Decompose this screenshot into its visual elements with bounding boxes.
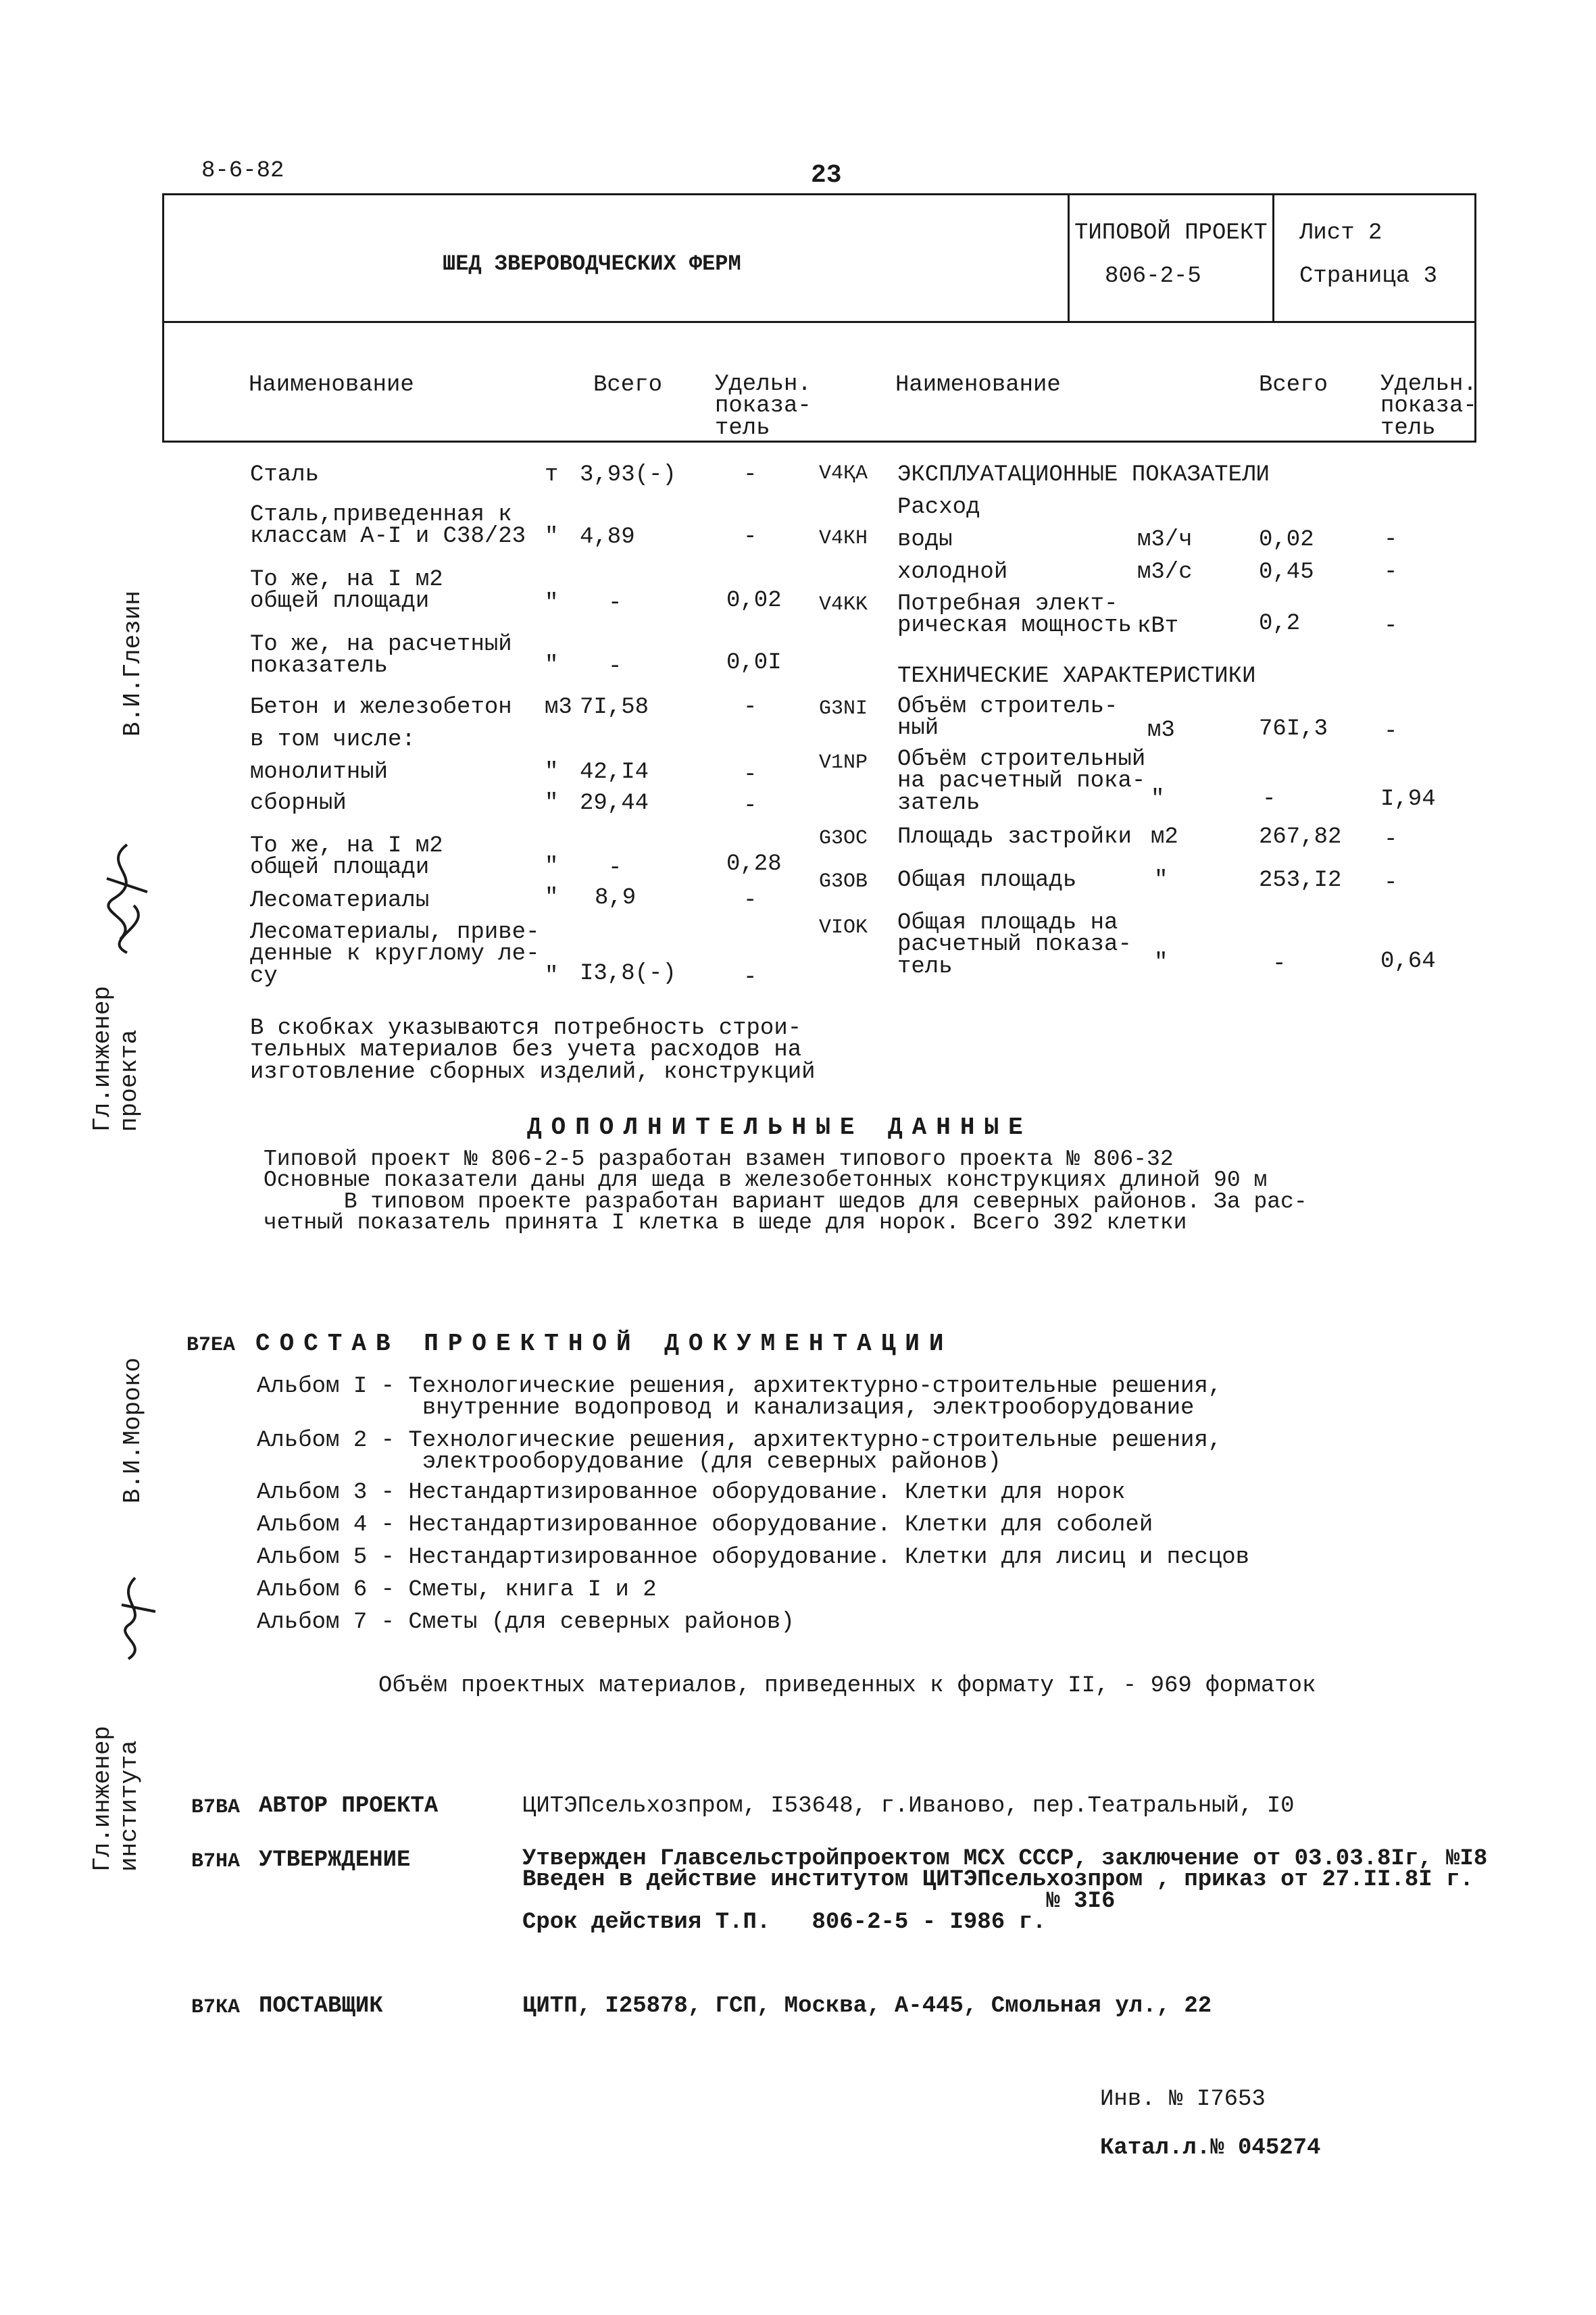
- left-row-total: -: [608, 855, 622, 881]
- right-row-specific: -: [1384, 870, 1398, 896]
- project-label: ТИПОВОЙ ПРОЕКТ: [1074, 220, 1268, 246]
- right-row-specific: -: [1384, 614, 1398, 639]
- info-value: Утвержден Главсельстройпроектом МСХ СССР, заключение от 03.03.8Iг, №I8 Введен в действие институтом ЦИТЭПсельхозпром , приказ от 27.II.8I г. № 3I6 Срок действия Т.П. 806-2-5 - I986 г.: [522, 1846, 1488, 1935]
- header-box: [162, 193, 1476, 323]
- left-row-unit: ": [545, 964, 559, 989]
- right-row-specific: -: [1384, 827, 1398, 853]
- left-row-total: I3,8(-): [580, 961, 676, 987]
- left-row-specific: 0,0I: [726, 650, 782, 676]
- right-row-specific: -: [1384, 559, 1398, 585]
- col-name-left: Наименование: [249, 372, 414, 398]
- left-row-specific: -: [743, 524, 757, 550]
- right-row-unit: ": [1154, 868, 1168, 893]
- signature-2: [101, 1571, 169, 1666]
- right-row-total: 0,02: [1259, 527, 1314, 553]
- left-row-total: 7I,58: [580, 695, 649, 720]
- docs-volume: Объём проектных материалов, приведенных к формату II, - 969 форматок: [378, 1673, 1316, 1699]
- margin-role-1: Гл.инженер проекта: [89, 985, 143, 1132]
- additional-data-title: ДОПОЛНИТЕЛЬНЫЕ ДАННЫЕ: [527, 1114, 1032, 1141]
- row-code: V4КН: [819, 527, 868, 550]
- left-row-unit: ": [545, 760, 559, 785]
- info-code: В7НА: [191, 1850, 241, 1873]
- right-row-name: Расход: [897, 495, 980, 520]
- col-specific-left: Удельн. показа- тель: [715, 372, 812, 441]
- left-row-name: Сталь: [250, 462, 320, 488]
- sheet-number: Лист 2: [1299, 220, 1382, 246]
- col-total-left: Всего: [593, 372, 663, 398]
- left-row-unit: т: [545, 462, 559, 488]
- left-row-name: То же, на расчетный показатель: [250, 632, 512, 680]
- page-label: Страница 3: [1299, 264, 1438, 289]
- docs-title: СОСТАВ ПРОЕКТНОЙ ДОКУМЕНТАЦИИ: [255, 1330, 953, 1358]
- info-label: УТВЕРЖДЕНИЕ: [259, 1847, 411, 1873]
- right-row-specific: I,94: [1380, 787, 1436, 812]
- header-date: 8-6-82: [201, 158, 284, 184]
- catalog-number: Катал.л.№ 045274: [1100, 2135, 1321, 2161]
- row-code: V4ҚА: [819, 462, 868, 485]
- right-row-unit: ": [1151, 787, 1165, 812]
- left-row-unit: ": [545, 885, 559, 911]
- row-code: G3OB: [819, 870, 868, 893]
- right-row-name: Общая площадь на расчетный показа- тель: [897, 910, 1132, 980]
- info-code: В7КА: [191, 1996, 241, 2019]
- page-number: 23: [811, 161, 842, 190]
- right-section-title: ЭКСПЛУАТАЦИОННЫЕ ПОКАЗАТЕЛИ: [897, 462, 1270, 488]
- left-row-unit: ": [545, 854, 559, 880]
- left-row-name: То же, на I м2 общей площади: [250, 833, 443, 881]
- right-row-total: -: [1262, 787, 1276, 812]
- row-code: G3NI: [819, 697, 868, 720]
- inventory-number: Инв. № I7653: [1100, 2087, 1266, 2112]
- right-row-unit: ": [1154, 950, 1168, 976]
- left-row-unit: ": [545, 653, 559, 678]
- margin-author-1: В.И.Глезин: [119, 590, 147, 737]
- left-row-total: 29,44: [580, 791, 649, 816]
- right-row-total: 267,82: [1259, 824, 1342, 850]
- right-row-total: 76I,3: [1259, 716, 1328, 742]
- row-code: V1NP: [819, 751, 868, 774]
- right-row-specific: -: [1384, 719, 1398, 745]
- album-item: Альбом 2 - Технологические решения, архитектурно-строительные решения, электрооборудование (для северных районов): [257, 1428, 1222, 1476]
- left-row-name: Бетон и железобетон: [250, 695, 512, 720]
- left-row-name: То же, на I м2 общей площади: [250, 567, 443, 615]
- right-row-total: 0,2: [1259, 611, 1301, 637]
- album-item: Альбом 7 - Сметы (для северных районов): [257, 1610, 795, 1635]
- right-row-specific: 0,64: [1380, 949, 1436, 974]
- right-row-name: Объём строительный на расчетный пока- затель: [897, 747, 1146, 816]
- left-row-total: 4,89: [580, 524, 635, 550]
- info-value: ЦИТЭПсельхозпром, I53648, г.Иваново, пер.Театральный, I0: [522, 1793, 1295, 1819]
- album-item: Альбом 5 - Нестандартизированное оборудование. Клетки для лисиц и песцов: [257, 1545, 1250, 1570]
- right-row-unit: м3/с: [1137, 559, 1193, 585]
- row-code: VIOK: [819, 916, 868, 939]
- right-row-name: воды: [897, 527, 953, 553]
- left-row-name: Лесоматериалы, приве- денные к круглому ле- су: [250, 920, 540, 989]
- left-row-name: в том числе:: [250, 727, 416, 753]
- right-row-unit: м3/ч: [1137, 527, 1193, 553]
- left-row-specific: -: [743, 965, 757, 991]
- col-name-right: Наименование: [895, 372, 1061, 398]
- left-row-name: Сталь,приведенная к классам А-I и С38/23: [250, 502, 526, 550]
- right-row-name: Общая площадь: [897, 868, 1077, 893]
- right-section-title: ТЕХНИЧЕСКИЕ ХАРАКТЕРИСТИКИ: [897, 664, 1256, 689]
- col-total-right: Всего: [1259, 372, 1328, 398]
- left-row-name: сборный: [250, 791, 347, 816]
- left-row-unit: ": [545, 791, 559, 816]
- info-label: ПОСТАВЩИК: [259, 1993, 383, 2019]
- album-item: Альбом 6 - Сметы, книга I и 2: [257, 1577, 657, 1603]
- right-row-name: холодной: [897, 559, 1008, 585]
- left-row-total: 3,93(-): [580, 462, 676, 488]
- left-row-unit: ": [545, 591, 559, 616]
- left-row-specific: 0,28: [726, 851, 782, 877]
- left-row-specific: -: [743, 762, 757, 788]
- right-row-specific: -: [1384, 527, 1398, 553]
- right-row-name: Площадь застройки: [897, 824, 1132, 850]
- additional-data-text: Типовой проект № 806-2-5 разработан взамен типового проекта № 806-32 Основные показатели даны для шеда в железобетонных конструкциях длиной 90 м В типовом проекте разработан вариант шедов для северных районов. За рас- четный показатель принята I клетка в шеде для норок. Всего 392 клетки: [264, 1147, 1307, 1236]
- left-row-specific: -: [743, 793, 757, 819]
- left-row-total: 42,I4: [580, 760, 649, 785]
- left-row-name: Лесоматериалы: [250, 888, 430, 914]
- left-row-specific: -: [743, 888, 757, 914]
- docs-code: В7ЕА: [186, 1334, 236, 1357]
- album-item: Альбом 3 - Нестандартизированное оборудование. Клетки для норок: [257, 1480, 1126, 1505]
- album-item: Альбом 4 - Нестандартизированное оборудование. Клетки для соболей: [257, 1512, 1153, 1538]
- right-row-unit: м2: [1151, 824, 1178, 850]
- left-row-specific: -: [743, 695, 757, 720]
- margin-role-2: Гл.инженер института: [89, 1725, 143, 1872]
- left-row-total: -: [608, 654, 622, 680]
- left-row-specific: 0,02: [726, 588, 782, 614]
- row-code: V4KK: [819, 593, 868, 616]
- right-row-unit: м3: [1147, 718, 1175, 743]
- left-row-specific: -: [743, 462, 757, 488]
- left-row-name: монолитный: [250, 760, 389, 785]
- left-row-total: -: [608, 591, 622, 616]
- right-row-unit: кВт: [1137, 614, 1179, 639]
- info-value: ЦИТП, I25878, ГСП, Москва, А-445, Смольная ул., 22: [522, 1993, 1212, 2019]
- right-row-name: Объём строитель- ный: [897, 694, 1118, 742]
- info-label: АВТОР ПРОЕКТА: [259, 1793, 439, 1819]
- margin-author-2: В.И.Мороко: [119, 1357, 147, 1503]
- right-row-total: 0,45: [1259, 559, 1314, 585]
- col-specific-right: Удельн. показа- тель: [1380, 372, 1477, 441]
- row-code: G3ОС: [819, 827, 868, 850]
- left-row-unit: ": [545, 524, 559, 550]
- project-number: 806-2-5: [1105, 264, 1201, 289]
- album-item: Альбом I - Технологические решения, архитектурно-строительные решения, внутренние водопровод и канализация, электрооборудование: [257, 1374, 1222, 1422]
- document-title: ШЕД ЗВЕРОВОДЧЕСКИХ ФЕРМ: [443, 251, 741, 276]
- left-row-unit: м3: [545, 695, 572, 720]
- right-row-total: 253,I2: [1259, 868, 1342, 893]
- info-code: В7ВА: [191, 1796, 241, 1819]
- signature-1: [86, 838, 161, 960]
- right-row-name: Потребная элект- рическая мощность: [897, 591, 1132, 639]
- materials-note: В скобках указываются потребность строи- тельных материалов без учета расходов на изготовление сборных изделий, конструкций: [250, 1016, 816, 1085]
- left-row-total: 8,9: [595, 885, 637, 911]
- right-row-total: -: [1272, 951, 1287, 977]
